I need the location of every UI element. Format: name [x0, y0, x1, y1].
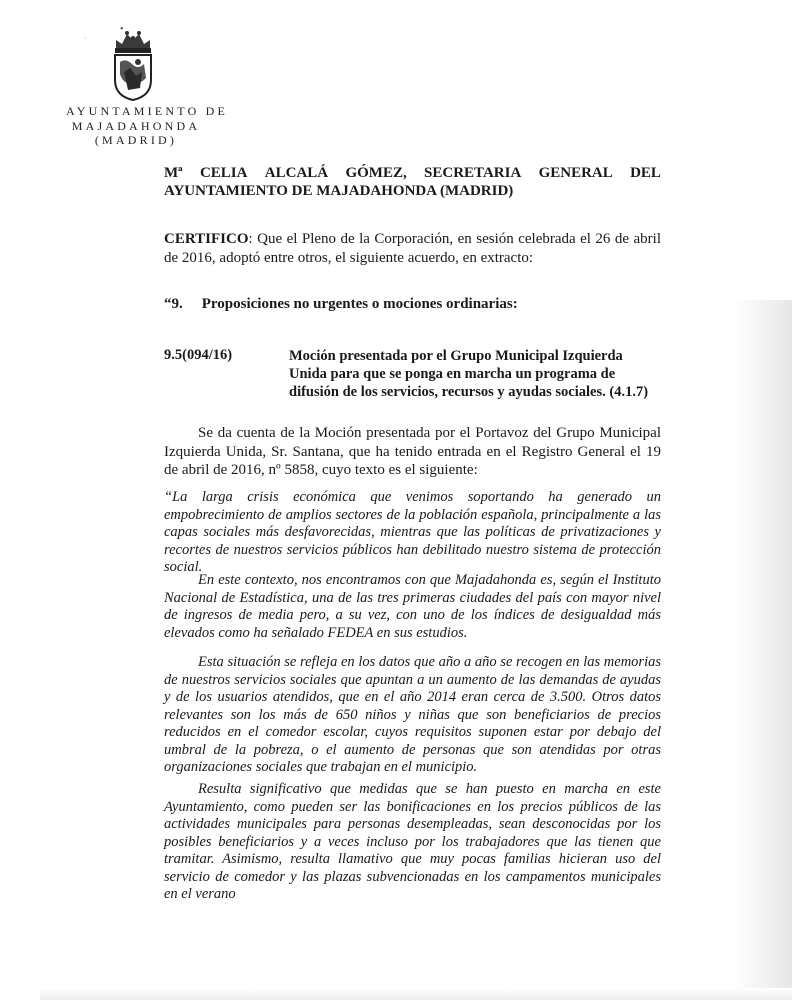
certification-paragraph: [164, 230, 661, 268]
heading-word: SECRETARIA: [424, 165, 522, 181]
organization-line: AYUNTAMIENTO DE: [66, 104, 229, 118]
quote-paragraph: “La larga crisis económica que venimos soportando ha generado un empobrecimiento de amplios sectores de la población española, principalmente a las capas sociales más desfavorecidas, mientras que las políticas de privatizaciones y recortes de nuestros servicios públicos han debilitado nuestro sistema de protección social.: [164, 489, 661, 575]
heading-word: DEL: [630, 165, 661, 181]
organization-name: [66, 104, 229, 148]
scan-speck: •: [120, 24, 124, 35]
motion-number: 9.5(094/16): [164, 347, 233, 363]
scan-shadow-bottom: [40, 988, 792, 1000]
quote-paragraph: Esta situación se refleja en los datos que año a año se recogen en las memorias de nuestros servicios sociales que apuntan a un aumento de las demandas de ayudas y de los usuarios atendidos, que en el año 2014 eran cerca de 3.500. Otros datos relevantes son los más de 650 niños y niñas que son beneficiarios de precios reducidos en el comedor escolar, cuyos requisitos suponen estar por debajo del umbral de la pobreza, o el aumento de personas que son atendidas por otras organizaciones sociales que trabajan en el municipio.: [164, 654, 661, 775]
coat-of-arms-icon: [110, 28, 156, 102]
heading-word: GENERAL: [538, 165, 613, 181]
heading-word: Mª: [164, 165, 183, 181]
heading-word: GÓMEZ,: [345, 165, 407, 181]
section-heading: [164, 296, 518, 313]
heading-word: ALCALÁ: [264, 165, 329, 181]
organization-line: (MADRID): [94, 133, 178, 147]
certifico-text: : Que el Pleno de la Corporación, en sesión celebrada el 26 de abril de 2016, adoptó entre otros, el siguiente acuerdo, en extracto:: [164, 231, 661, 266]
organization-line: MAJADAHONDA: [71, 118, 201, 133]
scan-shadow: [734, 300, 792, 1000]
document-heading: [164, 164, 661, 200]
quote-paragraph: Resulta significativo que medidas que se han puesto en marcha en este Ayuntamiento, como pueden ser las bonificaciones en los precios públicos de las actividades municipales para personas desempleadas, sean desconocidas por los posibles beneficiarios y a veces incluso por los trabajadores que las tienen que tramitar. Asimismo, resulta llamativo que muy pocas familias hicieran uso del servicio de comedor y las plazas subvencionadas en los campamentos municipales en el verano: [164, 781, 661, 902]
certifico-label: CERTIFICO: [164, 231, 249, 247]
intro-paragraph: Se da cuenta de la Moción presentada por el Portavoz del Grupo Municipal Izquierda Unida, Sr. Santana, que ha tenido entrada en el Registro General el 19 de abril de 2016, nº 5858, cuyo texto es el siguiente:: [164, 425, 661, 478]
scan-speck: ·: [84, 34, 87, 43]
section-title: Proposiciones no urgentes o mociones ordinarias:: [201, 296, 518, 312]
quote-paragraph: En este contexto, nos encontramos con que Majadahonda es, según el Instituto Nacional de Estadística, una de las tres primeras ciudades del país con mayor nivel de ingresos de media pero, a su vez, con uno de los índices de desigualdad más elevados como ha señalado FEDEA en sus estudios.: [164, 572, 661, 641]
section-number: “9.: [164, 296, 183, 312]
heading-line: AYUNTAMIENTO DE MAJADAHONDA (MADRID): [164, 183, 514, 199]
motion-title: Moción presentada por el Grupo Municipal Izquierda Unida para que se ponga en marcha un programa de difusión de los servicios, recursos y ayudas sociales. (4.1.7): [289, 348, 649, 400]
heading-word: CELIA: [199, 165, 248, 181]
